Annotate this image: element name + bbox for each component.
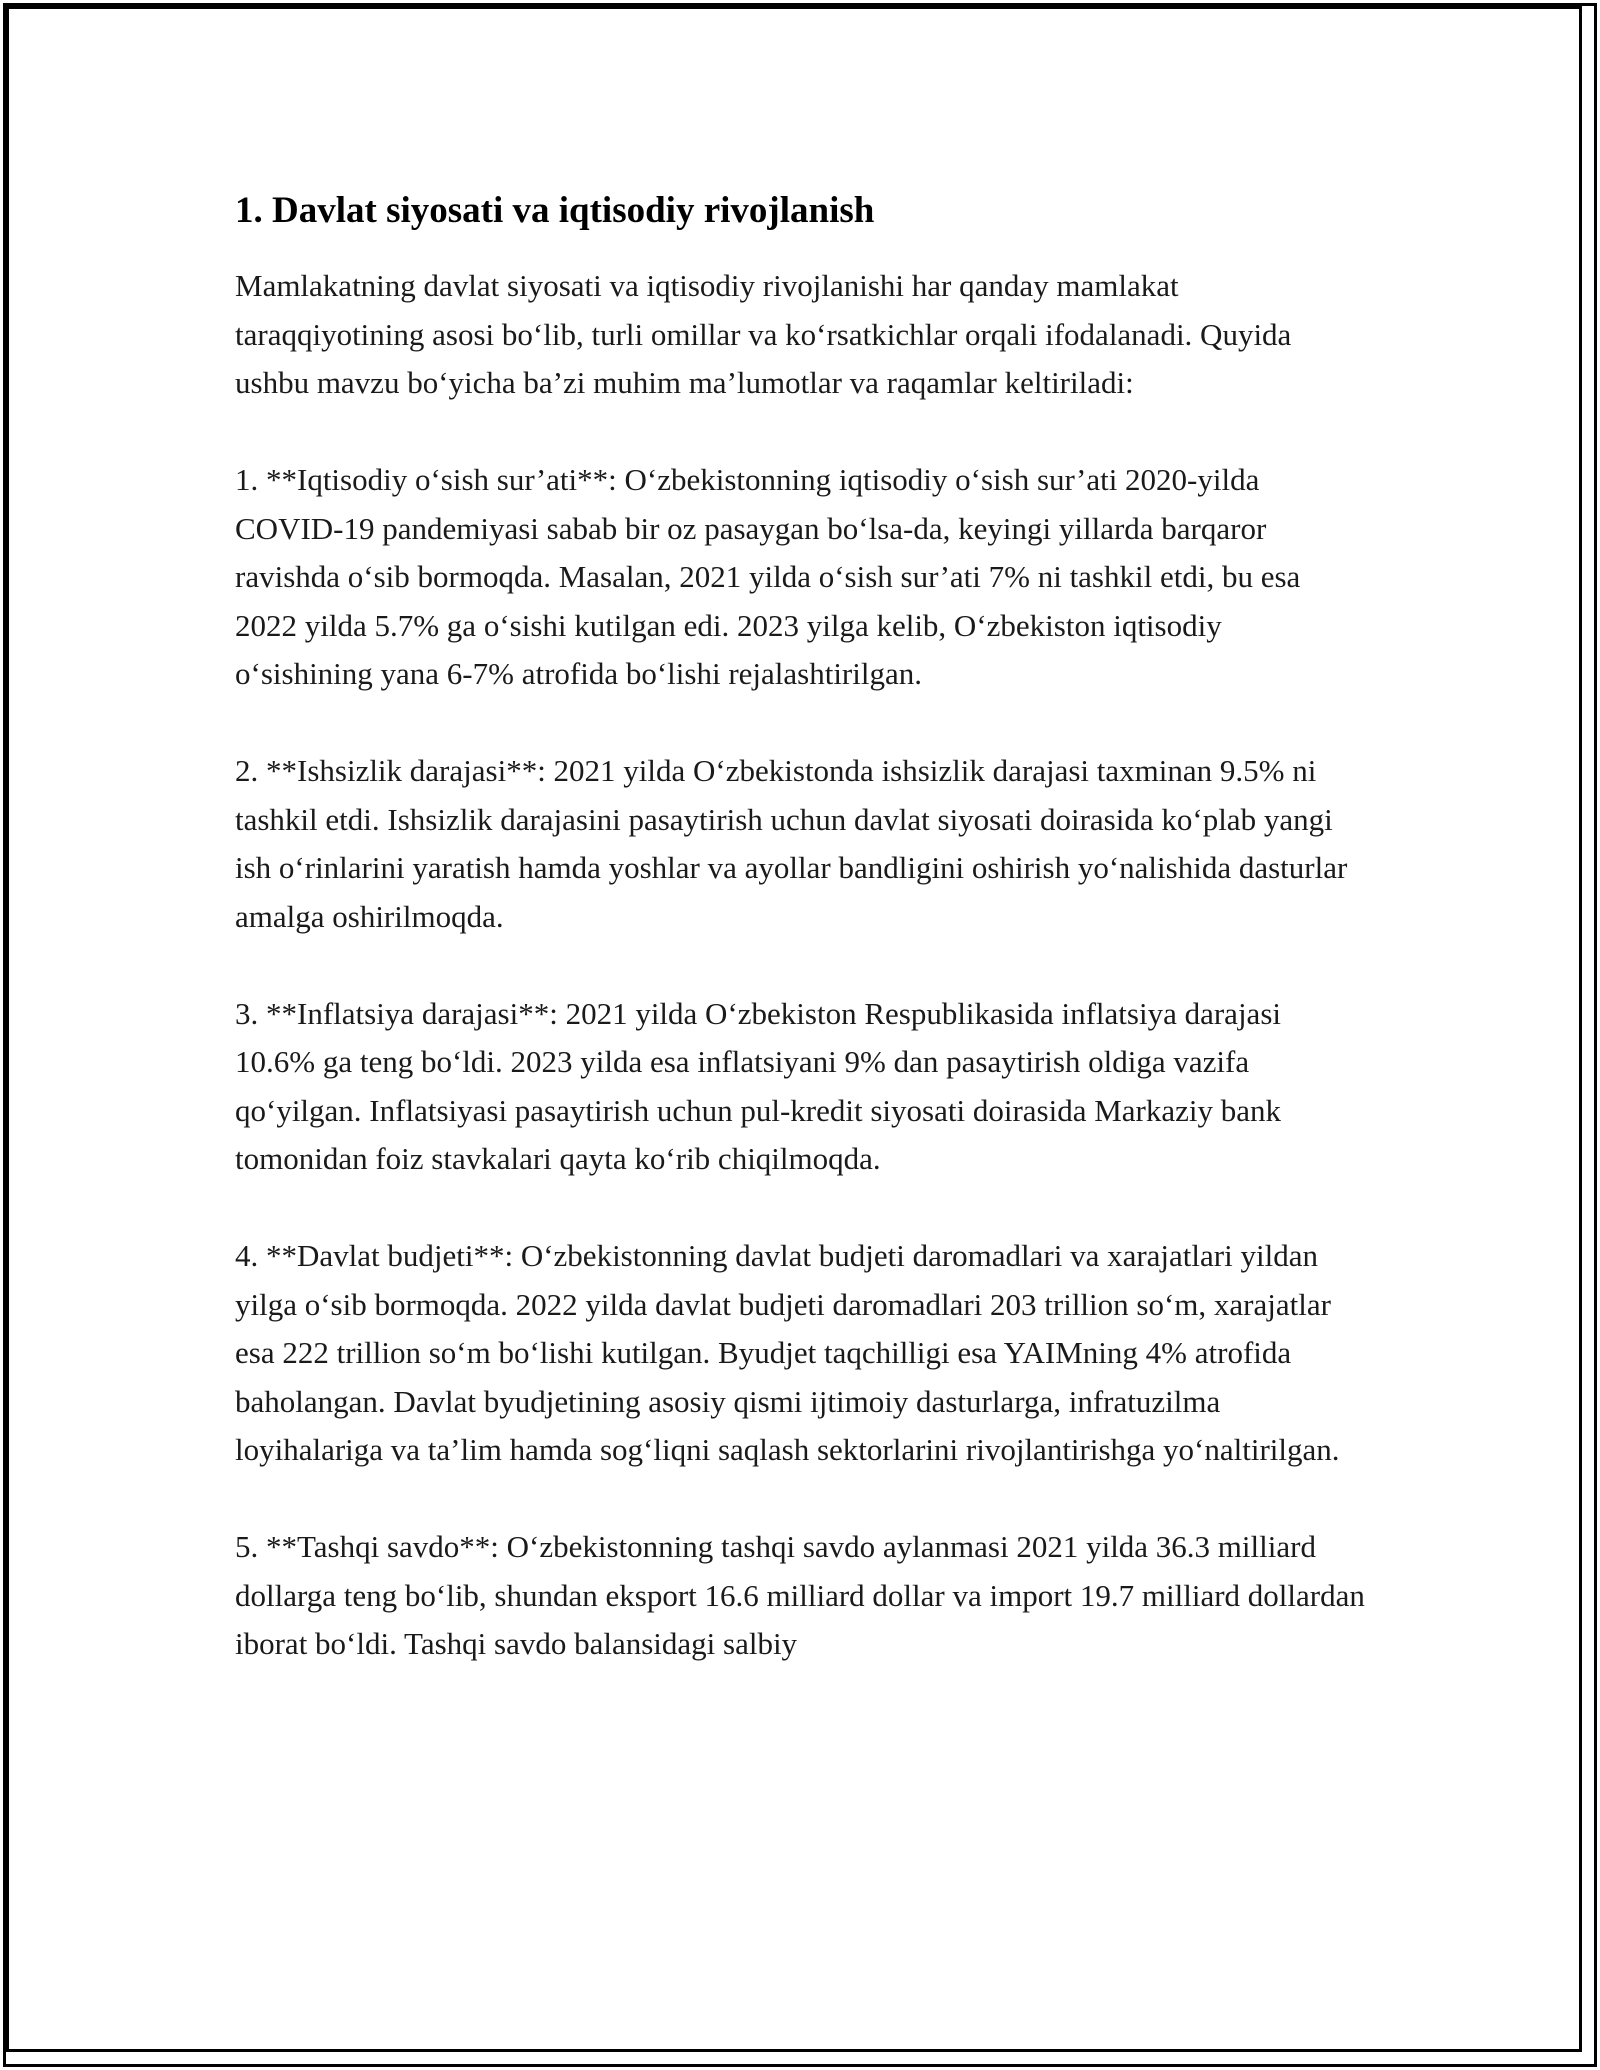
paragraph-economic-growth: 1. **Iqtisodiy o‘sish sur’ati**: O‘zbekistonning iqtisodiy o‘sish sur’ati 2020-yilda COVID-19 pandemiyasi sabab bir oz pasaygan bo‘lsa-da, keyingi yillarda barqaror ravishda o‘sib bormoqda. Masalan, 2021 yilda o‘sish sur’ati 7% ni tashkil etdi, bu esa 2022 yilda 5.7% ga o‘sishi kutilgan edi. 2023 yilga kelib, O‘zbekiston iqtisodiy o‘sishining yana 6-7% atrofida bo‘lishi rejalashtirilgan.: [235, 462, 1301, 691]
intro-paragraph: Mamlakatning davlat siyosati va iqtisodiy rivojlanishi har qanday mamlakat taraqqiyotining asosi bo‘lib, turli omillar va ko‘rsatkichlar orqali ifodalanadi. Quyida ushbu mavzu bo‘yicha ba’zi muhim ma’lumotlar va raqamlar keltiriladi:: [235, 268, 1292, 400]
paragraph-state-budget: 4. **Davlat budjeti**: O‘zbekistonning davlat budjeti daromadlari va xarajatlari yildan yilga o‘sib bormoqda. 2022 yilda davlat budjeti daromadlari 203 trillion so‘m, xarajatlar esa 222 trillion so‘m bo‘lishi kutilgan. Byudjet taqchilligi esa YAIMning 4% atrofida baholangan. Davlat byudjetining asosiy qismi ijtimoiy dasturlarga, infratuzilma loyihalariga va ta’lim hamda sog‘liqni saqlash sektorlarini rivojlantirishga yo‘naltirilgan.: [235, 1238, 1340, 1467]
paragraph-inflation: 3. **Inflatsiya darajasi**: 2021 yilda O‘zbekiston Respublikasida inflatsiya darajasi 10.6% ga teng bo‘ldi. 2023 yilda esa inflatsiyani 9% dan pasaytirish oldiga vazifa qo‘yilgan. Inflatsiyasi pasaytirish uchun pul-kredit siyosati doirasida Markaziy bank tomonidan foiz stavkalari qayta ko‘rib chiqilmoqda.: [235, 995, 1282, 1176]
section-heading: 1. Davlat siyosati va iqtisodiy rivojlanish: [235, 190, 875, 231]
document-body: [235, 186, 1365, 1717]
paragraph-unemployment: 2. **Ishsizlik darajasi**: 2021 yilda O‘zbekistonda ishsizlik darajasi taxminan 9.5% ni tashkil etdi. Ishsizlik darajasini pasaytirish uchun davlat siyosati doirasida ko‘plab yangi ish o‘rinlarini yaratish hamda yoshlar va ayollar bandligini oshirish yo‘nalishida dasturlar amalga oshirilmoqda.: [235, 753, 1348, 934]
paragraph-foreign-trade: 5. **Tashqi savdo**: O‘zbekistonning tashqi savdo aylanmasi 2021 yilda 36.3 milliard dollarga teng bo‘lib, shundan eksport 16.6 milliard dollar va import 19.7 milliard dollardan iborat bo‘ldi. Tashqi savdo balansidagi salbiy: [235, 1529, 1365, 1661]
